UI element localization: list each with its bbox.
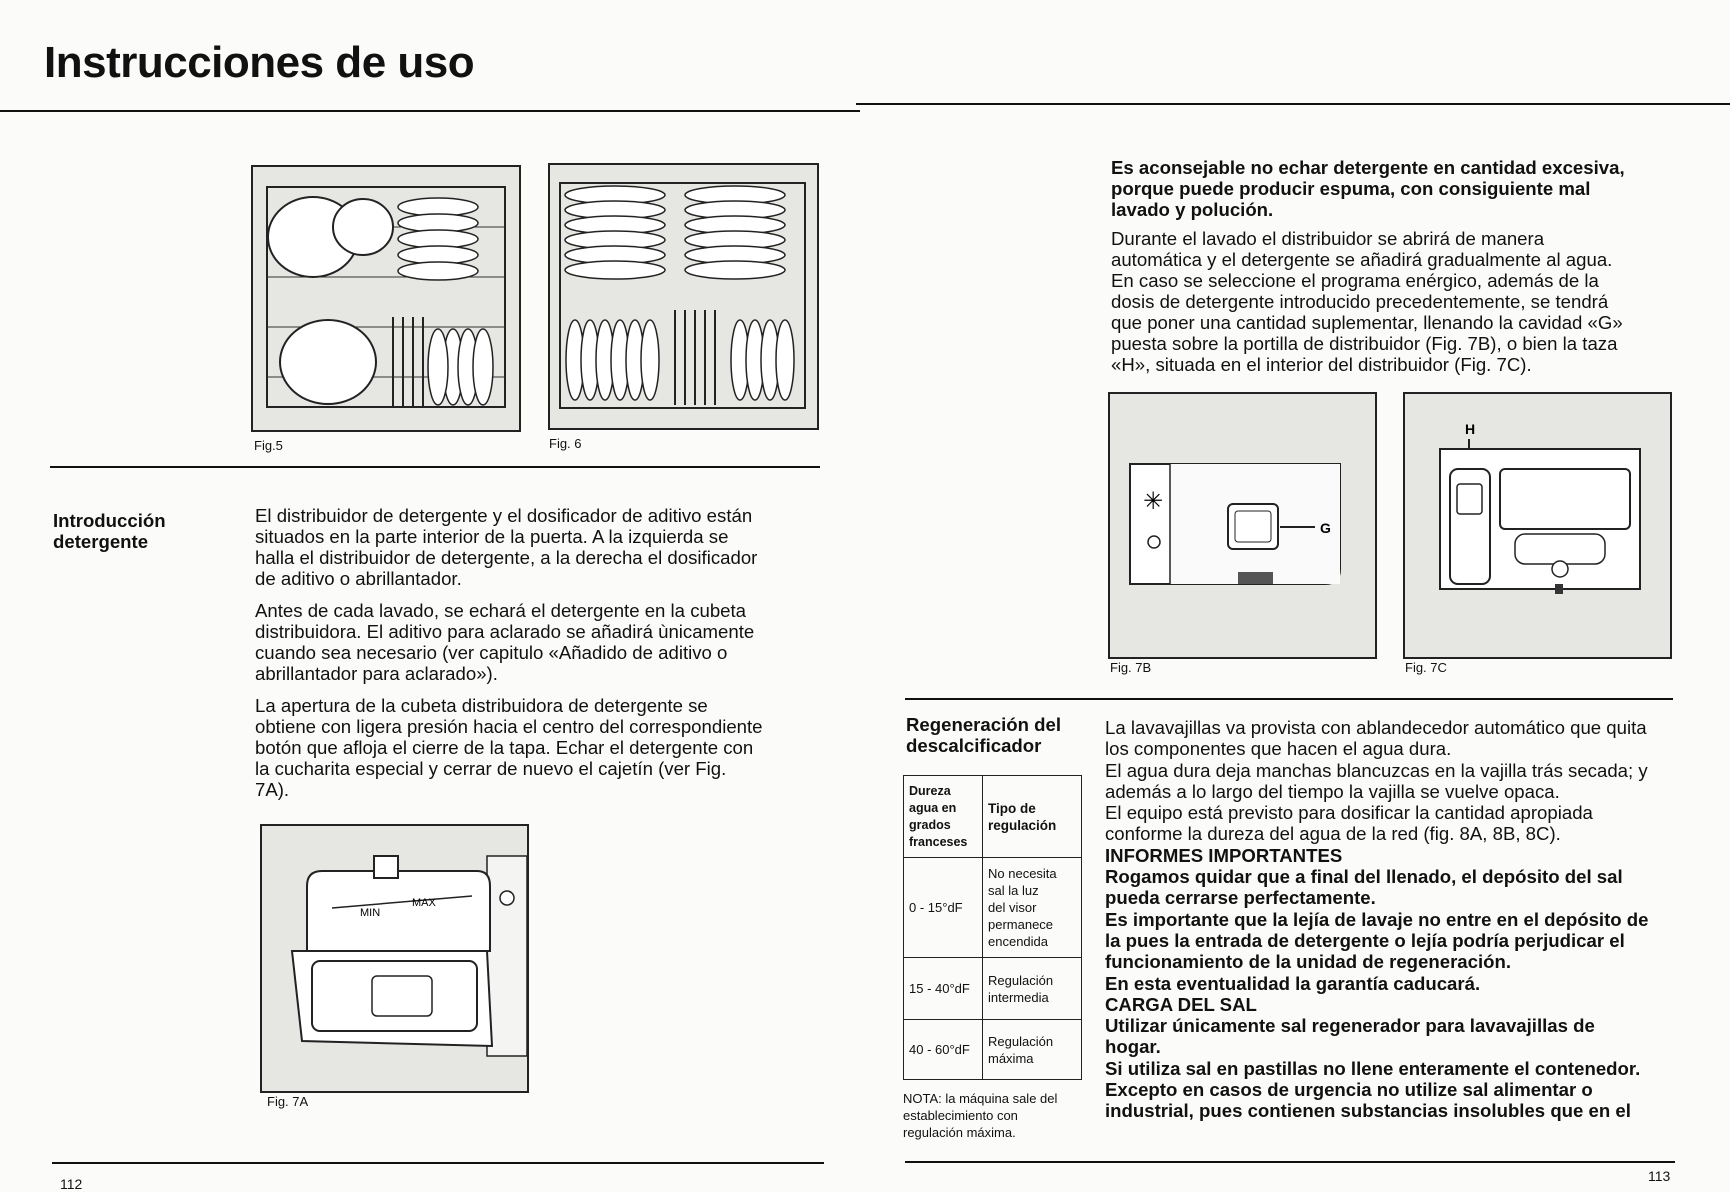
- section-title-introduccion-detergente: Introducción detergente: [53, 510, 166, 552]
- sun-icon: ✳: [1143, 487, 1164, 515]
- fig6-illustration: [550, 165, 817, 428]
- section-rule-right: [905, 698, 1673, 700]
- page-number-right: 113: [1648, 1168, 1671, 1184]
- section-rule-left: [50, 466, 820, 468]
- factory-note: NOTA: la máquina sale del establecimiento con regulación máxima.: [903, 1091, 1058, 1140]
- figure-6-dishwasher-lower-basket: [548, 163, 819, 430]
- table-header-regulation: Tipo de regulación: [983, 776, 1082, 858]
- paragraph-1: El distribuidor de detergente y el dosificador de aditivo están situados en la parte interior de la puerta. A la izquierda se halla el distribuidor de detergente, a la derecha el dosificador de aditivo o abrillantador.: [255, 505, 758, 589]
- regen-text-line: El agua dura deja manchas blancuzcas en la vajilla trás secada; y: [1105, 759, 1648, 781]
- fig7a-illustration: [262, 826, 527, 1091]
- regen-text-line: Excepto en casos de urgencia no utilize sal alimentar o: [1105, 1079, 1593, 1101]
- page-number-left: 112: [60, 1176, 83, 1192]
- table-header-row: [904, 776, 1082, 858]
- fig7a-caption: Fig. 7A: [267, 1094, 309, 1109]
- paragraph-3: La apertura de la cubeta distribuidora de detergente se obtiene con ligera presión hacia el centro del correspondiente botón que afloja el cierre de la tapa. Echar el detergente con la cucharita especial y cerrar de nuevo el cajetín (ver Fig. 7A).: [255, 695, 763, 800]
- regen-text-line: conforme la dureza del agua de la red (fig. 8A, 8B, 8C).: [1105, 823, 1561, 845]
- figure-5-dishwasher-lower-basket: [251, 165, 521, 432]
- regen-text-line: Rogamos quidar que a final del llenado, el depósito del sal: [1105, 866, 1623, 888]
- fig7c-illustration: [1405, 394, 1670, 657]
- dispenser-paragraph: Durante el lavado el distribuidor se abrirá de manera automática y el detergente se añadirá gradualmente al agua. En caso se seleccione el programa enérgico, además de la dosis de detergente introducido precedentemente, se tendrá que poner una cantidad suplementar, llenando la cavidad «G» puesta sobre la portilla de distribuidor (Fig. 7B), o bien la taza «H», situada en el interior del distribuidor (Fig. 7C).: [1111, 228, 1623, 375]
- regen-text-line: Utilizar únicamente sal regenerador para lavavajillas de: [1105, 1015, 1595, 1037]
- regen-text-line: funcionamiento de la unidad de regeneración.: [1105, 951, 1512, 973]
- regen-text-line: La lavavajillas va provista con ablandecedor automático que quita: [1105, 717, 1647, 738]
- regeneration-text: [1105, 717, 1725, 1122]
- regen-text-line: hogar.: [1105, 1036, 1161, 1058]
- regen-text-line: pueda cerrarse perfectamente.: [1105, 887, 1376, 909]
- regen-text-line: INFORMES IMPORTANTES: [1105, 844, 1343, 866]
- table-row: 15 - 40°dF Regulación intermedia: [904, 958, 1082, 1020]
- fig7c-caption: Fig. 7C: [1405, 660, 1447, 675]
- figure-7c-dispenser-cup-h: [1403, 392, 1672, 659]
- regen-text-line: además a lo largo del tiempo la vajilla se vuelve opaca.: [1105, 780, 1560, 802]
- regen-text-line: CARGA DEL SAL: [1105, 993, 1257, 1015]
- regen-text-line: industrial, pues contienen substancias insolubles que en el: [1105, 1100, 1631, 1122]
- table-row: 40 - 60°dF Regulación máxima: [904, 1020, 1082, 1080]
- footer-rule-right: [905, 1161, 1675, 1163]
- footer-rule-left: [52, 1162, 824, 1164]
- fig6-caption: Fig. 6: [549, 436, 582, 451]
- figure-7b-dispenser-cavity-g: [1108, 392, 1377, 659]
- header-rule-right: [856, 103, 1730, 105]
- regen-text-line: Si utiliza sal en pastillas no llene enteramente el contenedor.: [1105, 1057, 1641, 1079]
- fig7a-min-label: MIN: [360, 907, 381, 919]
- table-header-hardness: Dureza agua en grados franceses: [904, 776, 983, 858]
- regulation-table: [903, 775, 1082, 1080]
- regen-text-line: Es importante que la lejía de lavaje no entre en el depósito de: [1105, 908, 1649, 930]
- regen-text-line: los componentes que hacen el agua dura.: [1105, 738, 1452, 760]
- fig7b-caption: Fig. 7B: [1110, 660, 1152, 675]
- detergent-warning: Es aconsejable no echar detergente en cantidad excesiva, porque puede producir espuma, con consiguiente mal lavado y polución.: [1111, 157, 1625, 220]
- figure-7a-detergent-dispenser: [260, 824, 529, 1093]
- regen-text-line: En esta eventualidad la garantía caducará.: [1105, 972, 1481, 994]
- fig5-caption: Fig.5: [254, 438, 283, 453]
- regen-text-line: la pues la entrada de detergente o lejía podría perjudicar el: [1105, 929, 1625, 951]
- intro-paragraphs: [255, 505, 825, 811]
- header-rule-left: [0, 110, 860, 112]
- page-title: Instrucciones de uso: [44, 38, 475, 87]
- label-g: G: [1320, 520, 1331, 536]
- table-row: 0 - 15°dF No necesita sal la luz del visor permanece encendida: [904, 858, 1082, 958]
- fig7a-max-label: MAX: [412, 897, 436, 909]
- water-hardness-table: [903, 775, 1082, 1080]
- section-title-regeneracion: Regeneración del descalcificador: [906, 714, 1061, 756]
- label-h: H: [1465, 421, 1476, 437]
- paragraph-2: Antes de cada lavado, se echará el detergente en la cubeta distribuidora. El aditivo para aclarado se añadirá ùnicamente cuando sea necesario (ver capitulo «Añadido de aditivo o abrillantador para aclarado»).: [255, 600, 755, 684]
- fig7b-illustration: [1110, 394, 1375, 657]
- regen-text-line: El equipo está previsto para dosificar la cantidad apropiada: [1105, 802, 1593, 824]
- fig5-illustration: [253, 167, 519, 430]
